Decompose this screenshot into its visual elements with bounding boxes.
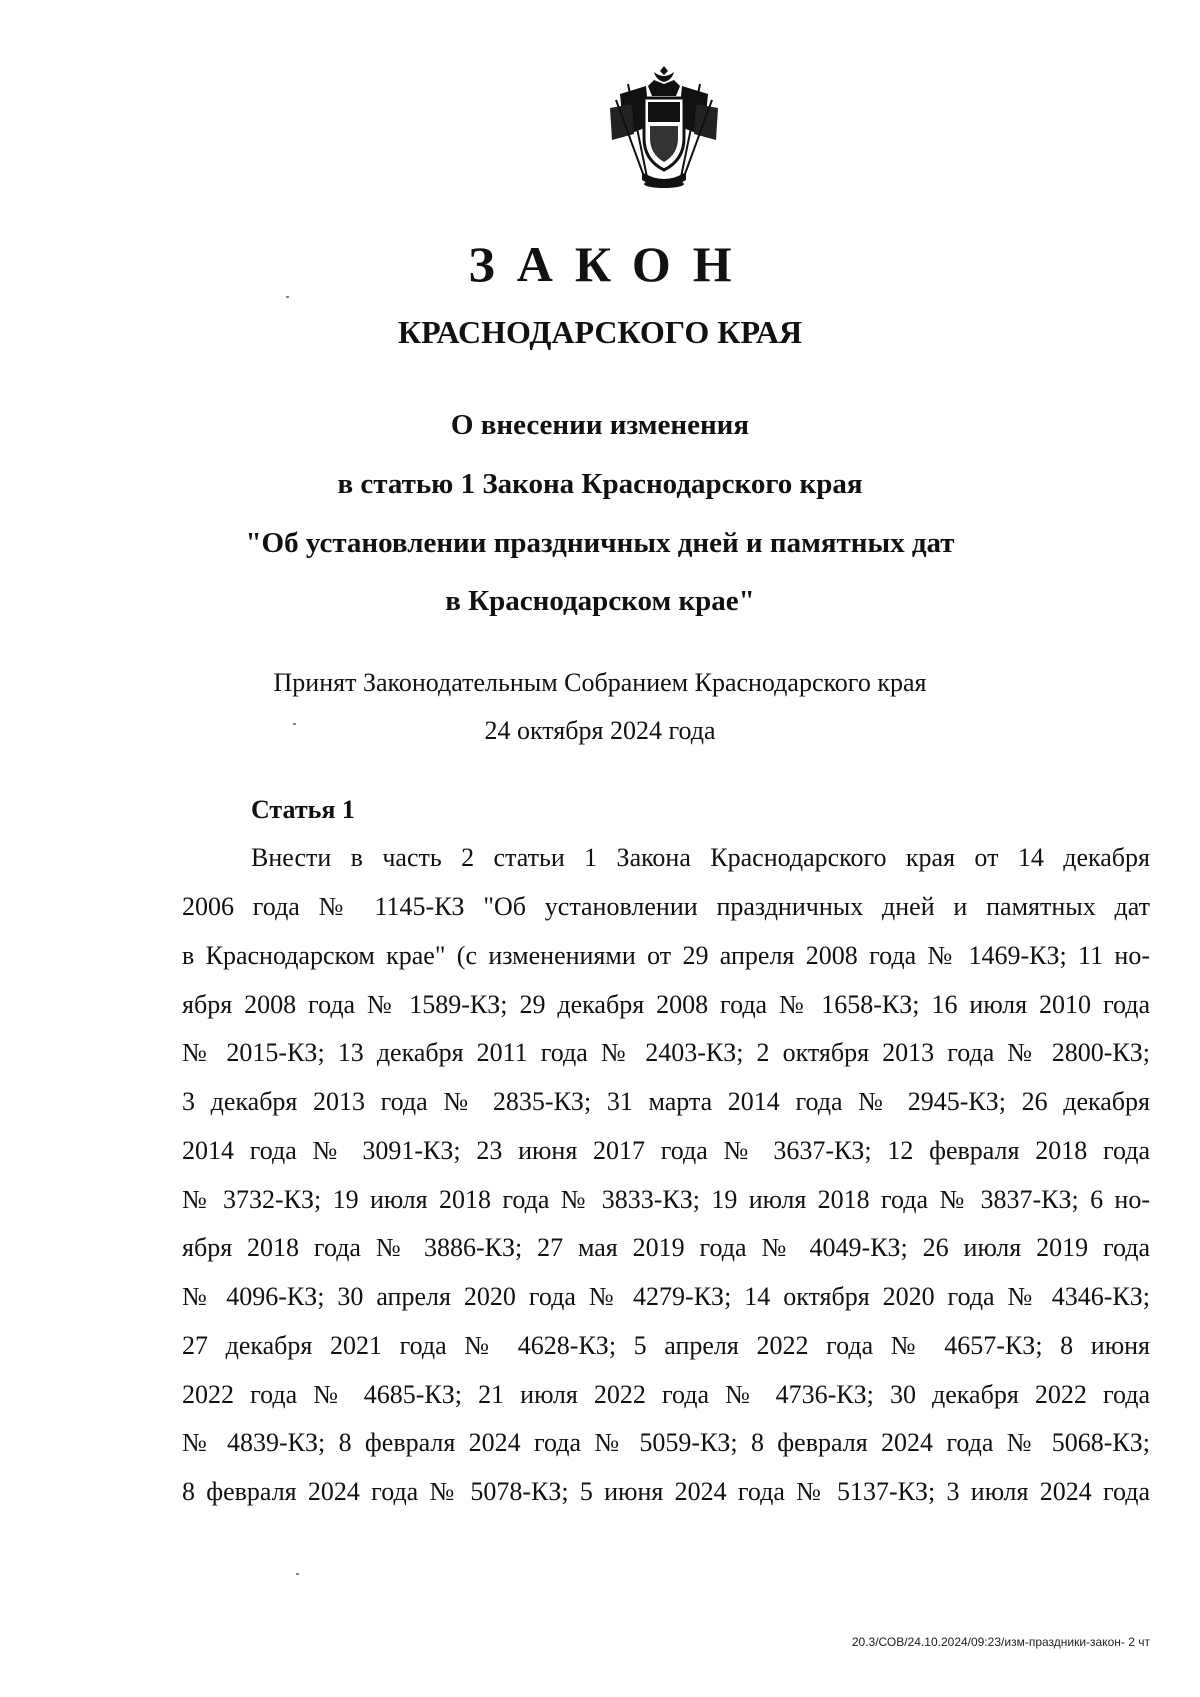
body-line: 8 февраля 2024 года № 5078-КЗ; 5 июня 2024 года № 5137-КЗ; 3 июля 2024 года bbox=[182, 1477, 1150, 1506]
body-line: 2006 года № 1145-КЗ "Об установлении праздничных дней и памятных дат bbox=[182, 892, 1150, 921]
scan-speck bbox=[286, 296, 289, 298]
scan-speck bbox=[296, 1573, 299, 1575]
body-line: ября 2008 года № 1589-КЗ; 29 декабря 2008 года № 1658-КЗ; 16 июля 2010 года bbox=[182, 990, 1150, 1019]
heading-line: в Краснодарском крае" bbox=[445, 585, 755, 617]
body-line: № 3732-КЗ; 19 июля 2018 года № 3833-КЗ; 19 июля 2018 года № 3837-КЗ; 6 но- bbox=[182, 1185, 1150, 1214]
body-line: ября 2018 года № 3886-КЗ; 27 мая 2019 года № 4049-КЗ; 26 июля 2019 года bbox=[182, 1233, 1150, 1262]
article-title: Статья 1 bbox=[251, 795, 355, 824]
document-subtitle: КРАСНОДАРСКОГО КРАЯ bbox=[397, 314, 803, 350]
document-footer-code: 20.3/СОВ/24.10.2024/09:23/изм-праздники-закон- 2 чт bbox=[851, 1635, 1150, 1649]
body-line: № 4839-КЗ; 8 февраля 2024 года № 5059-КЗ; 8 февраля 2024 года № 5068-КЗ; bbox=[182, 1428, 1150, 1457]
body-line: № 2015-КЗ; 13 декабря 2011 года № 2403-КЗ; 2 октября 2013 года № 2800-КЗ; bbox=[182, 1038, 1150, 1067]
krasnodar-coat-of-arms-icon bbox=[606, 64, 722, 190]
heading-line: О внесении изменения bbox=[450, 409, 750, 441]
body-line: 2014 года № 3091-КЗ; 23 июня 2017 года № 3637-КЗ; 12 февраля 2018 года bbox=[182, 1136, 1150, 1165]
body-line: в Краснодарском крае" (с изменениями от 29 апреля 2008 года № 1469-КЗ; 11 но- bbox=[182, 941, 1150, 970]
body-line: 3 декабря 2013 года № 2835-КЗ; 31 марта 2014 года № 2945-КЗ; 26 декабря bbox=[182, 1087, 1150, 1116]
heading-line: в статью 1 Закона Краснодарского края bbox=[337, 468, 863, 500]
adoption-date-line: 24 октября 2024 года bbox=[484, 716, 716, 745]
heading-line: "Об установлении праздничных дней и памятных дат bbox=[245, 527, 955, 559]
body-line: Внести в часть 2 статьи 1 Закона Краснодарского края от 14 декабря bbox=[251, 843, 1150, 872]
body-line: 2022 года № 4685-КЗ; 21 июля 2022 года № 4736-КЗ; 30 декабря 2022 года bbox=[182, 1380, 1150, 1409]
body-line: 27 декабря 2021 года № 4628-КЗ; 5 апреля 2022 года № 4657-КЗ; 8 июня bbox=[182, 1331, 1150, 1360]
adopted-by-line: Принят Законодательным Собранием Краснодарского края bbox=[273, 668, 927, 697]
body-line: № 4096-КЗ; 30 апреля 2020 года № 4279-КЗ; 14 октября 2020 года № 4346-КЗ; bbox=[182, 1282, 1150, 1311]
document-title: ЗАКОН bbox=[468, 236, 754, 292]
scan-speck bbox=[293, 723, 296, 725]
